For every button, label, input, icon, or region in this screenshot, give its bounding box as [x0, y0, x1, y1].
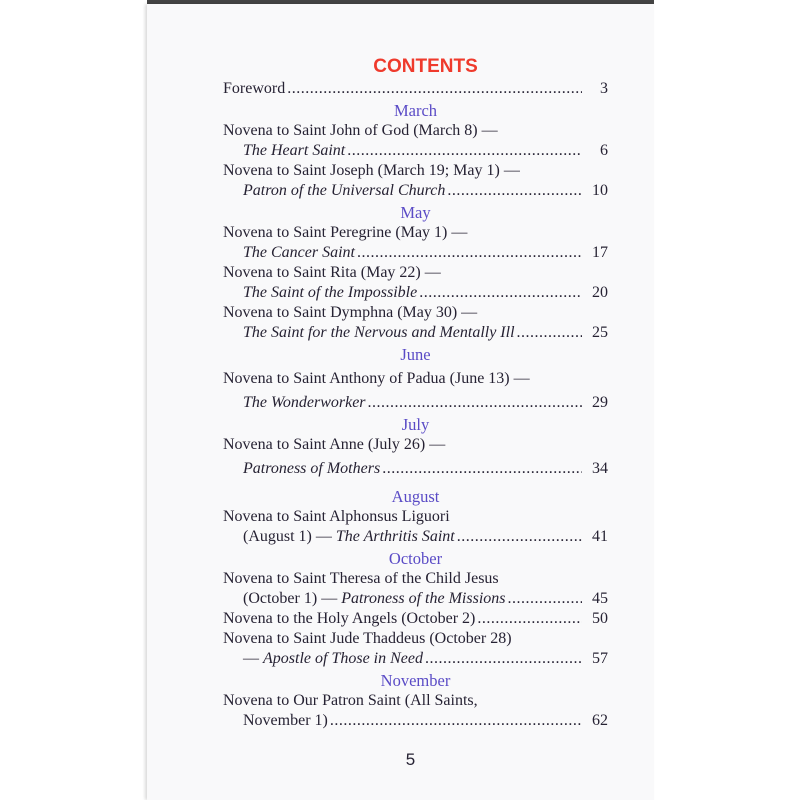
page-ref: 20	[592, 284, 608, 301]
page-ref: 6	[600, 142, 608, 159]
section-heading-august: August	[391, 487, 440, 506]
toc-entry-subtitle: — Apostle of Those in Need ..... 57	[223, 649, 608, 669]
toc-entry-subtitle: November 1) ..... 62	[223, 711, 608, 731]
toc-entry-line: Novena to Saint Rita (May 22) —	[223, 264, 441, 281]
section-heading-july: July	[401, 415, 430, 434]
section-heading-october: October	[388, 549, 443, 568]
toc-entry-subtitle: The Saint of the Impossible ..... 20	[223, 283, 608, 303]
toc-entry-line: Novena to Saint Peregrine (May 1) —	[223, 224, 468, 241]
toc-entry-subtitle: The Heart Saint ..... 6	[223, 141, 608, 161]
page-ref: 41	[592, 528, 608, 545]
page-ref: 62	[592, 712, 608, 729]
toc-entry-holy-angels: Novena to the Holy Angels (October 2) ..... 50	[223, 609, 608, 629]
toc-entry-foreword: Foreword ..... 3	[223, 79, 608, 99]
page-ref: 34	[592, 460, 608, 477]
toc-entry-subtitle: The Cancer Saint ..... 17	[223, 243, 608, 263]
toc-entry-line: Novena to Saint Anne (July 26) —	[223, 436, 446, 453]
page-ref: 29	[592, 394, 608, 411]
page-ref: 45	[592, 590, 608, 607]
toc-entry-subtitle: (October 1) — Patroness of the Missions ..... 45	[223, 589, 608, 609]
toc-entry-line: Novena to Saint John of God (March 8) —	[223, 122, 498, 139]
toc-entry-subtitle: Patroness of Mothers ..... 34	[223, 459, 608, 479]
toc-entry-line: Novena to Saint Joseph (March 19; May 1) —	[223, 162, 520, 179]
page-ref: 17	[592, 244, 608, 261]
toc-entry-line: Novena to Saint Dymphna (May 30) —	[223, 304, 478, 321]
page-number: 5	[405, 750, 416, 769]
toc-entry-line: Novena to Our Patron Saint (All Saints,	[223, 692, 478, 709]
toc-entry-subtitle: The Wonderworker ..... 29	[223, 393, 608, 413]
contents-title: CONTENTS	[373, 56, 478, 77]
page-ref: 50	[592, 610, 608, 627]
toc-entry-line: Novena to Saint Theresa of the Child Jesus	[223, 570, 499, 587]
toc-entry-line: Novena to Saint Alphonsus Liguori	[223, 508, 450, 525]
page-ref: 25	[592, 324, 608, 341]
section-heading-november: November	[380, 671, 451, 690]
toc-entry-line: Novena to Saint Jude Thaddeus (October 28)	[223, 630, 512, 647]
section-heading-june: June	[400, 345, 431, 364]
table-of-contents	[223, 55, 608, 731]
toc-entry-subtitle: Patron of the Universal Church ..... 10	[223, 181, 608, 201]
page-ref: 10	[592, 182, 608, 199]
toc-entry-subtitle: (August 1) — The Arthritis Saint ..... 41	[223, 527, 608, 547]
page-ref: 57	[592, 650, 608, 667]
section-heading-may: May	[400, 203, 431, 222]
page-ref: 3	[600, 80, 608, 97]
section-heading-march: March	[393, 101, 438, 120]
toc-entry-subtitle: The Saint for the Nervous and Mentally Ill ..... 25	[223, 323, 608, 343]
toc-entry-line: Novena to Saint Anthony of Padua (June 13) —	[223, 370, 530, 387]
